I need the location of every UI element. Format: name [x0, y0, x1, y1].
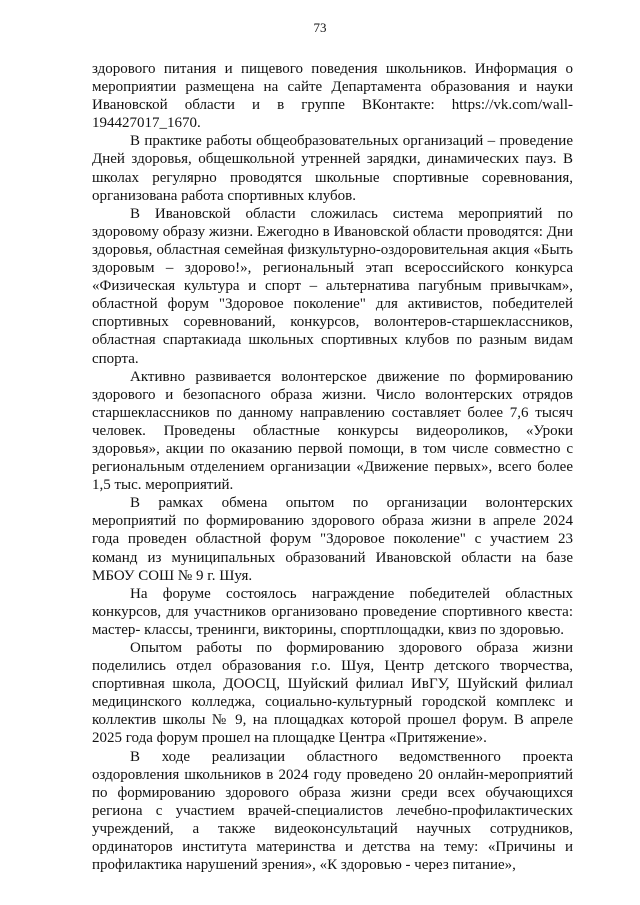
paragraph-forum-2024: В рамках обмена опытом по организации волонтерских мероприятий по формированию здорового образа жизни в апреле 2024 года проведен областной форум "Здоровое поколение" с участием 23 команд из муниципальных образований Ивановской области на базе МБОУ СОШ № 9 г. Шуя. — [92, 495, 573, 584]
paragraph-continuation: здорового питания и пищевого поведения школьников. Информация о мероприятии размещена на сайте Департамента образования и науки Ивановской области и в группе ВКонтакте: https://vk.com/wall-194427017_1670. — [92, 61, 573, 132]
paragraph-regional-events: В Ивановской области сложилась система мероприятий по здоровому образу жизни. Ежегодно в Ивановской области проводятся: Дни здоровья, областная семейная физкультурно-оздоровительная акция «Быть здоровым – здорово!», региональный этап всероссийского конкурса «Физическая культура и спорт – альтернатива пагубным привычкам», областной форум "Здоровое поколение" для активистов, победителей спортивных соревнований, конкурсов, волонтеров-старшеклассников, областная спартакиада школьных спортивных клубов по разным видам спорта. — [92, 205, 573, 367]
document-body — [92, 60, 573, 874]
paragraph-forum-awards: На форуме состоялось награждение победителей областных конкурсов, для участников организовано проведение спортивного квеста: мастер- классы, тренинги, викторины, спортплощадки, квиз по здоровью. — [92, 585, 573, 638]
paragraph-volunteer-movement: Активно развивается волонтерское движение по формированию здорового и безопасного образа жизни. Число волонтерских отрядов старшеклассников по данному направлению составляет более 7,6 тысяч человек. Проведены областные конкурсы видеороликов, «Уроки здоровья», акции по оказанию первой помощи, в том числе совместно с региональным отделением организации «Движение первых», всего более 1,5 тыс. мероприятий. — [92, 368, 573, 494]
paragraph-experience-sharing: Опытом работы по формированию здорового образа жизни поделились отдел образования г.о. Шуя, Центр детского творчества, спортивная школа, ДООСЦ, Шуйский филиал ИвГУ, Шуйский филиал медицинского колледжа, социально-культурный городской комплекс и коллектив школы № 9, на площадках которой прошел форум. В апреле 2025 года форум прошел на площадке Центра «Притяжение». — [92, 640, 573, 747]
page-number: 73 — [313, 20, 327, 35]
paragraph-health-project: В ходе реализации областного ведомственного проекта оздоровления школьников в 2024 году проведено 20 онлайн-мероприятий по формированию здорового образа жизни среди всех обучающихся региона с участием врачей-специалистов лечебно-профилактических учреждений, а также видеоконсультаций научных сотрудников, ординаторов института материнства и детства на тему: «Причины и профилактика нарушений зрения», «К здоровью - через питание», — [92, 748, 573, 874]
paragraph-school-practice: В практике работы общеобразовательных организаций – проведение Дней здоровья, общешкольной утренней зарядки, динамических пауз. В школах регулярно проводятся школьные спортивные соревнования, организована работа спортивных клубов. — [92, 133, 573, 204]
